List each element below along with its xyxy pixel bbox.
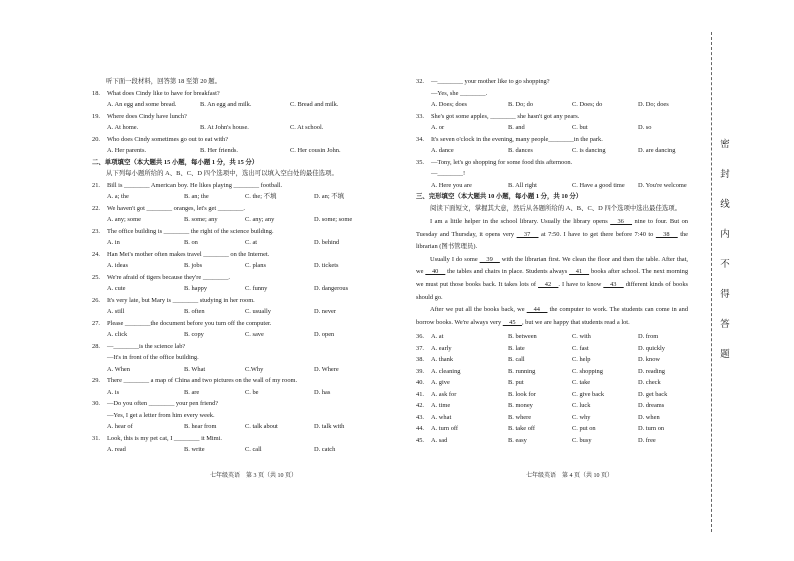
question-row [92,226,398,238]
answer-option: C. shopping [572,367,603,375]
options-row [416,366,688,378]
answer-option: D. Where [314,365,339,373]
answer-option: B. copy [184,331,204,338]
question-stem: —________ your mother like to go shopping? [431,78,550,85]
passage-text: the librarian (图书管理员). [416,230,689,251]
answer-option: D. some; some [314,216,353,223]
answer-option: A. ideas [107,262,128,269]
answer-option: C. take [572,379,591,387]
blank-number: 42 [538,280,559,288]
seal-character: 密 [720,139,730,150]
question-row [416,157,688,169]
options-row [92,421,398,433]
question-number: 30. [92,400,100,407]
answer-option: B. An egg and milk. [200,101,252,108]
answer-option: D. are dancing [638,147,676,154]
blank-number: 41 [569,268,590,276]
question-number: 29. [92,377,100,384]
answer-option: D. from [638,333,659,341]
answer-option: C. the; 不填 [245,193,277,200]
answer-option: A. time [431,402,451,410]
answer-option: C. Have a good time [572,181,625,189]
question-reply: —Yes, I get a letter from him every week. [107,411,215,419]
question-number: 35. [416,158,424,166]
question-stem: —Tony, let's go shopping for some food this afternoon. [431,158,573,166]
answer-option: A. any; some [107,216,141,223]
options-row [92,283,398,295]
options-row [416,377,688,389]
question-row [92,88,398,100]
seal-character: 线 [720,199,730,210]
passage-text: Usually I do some [430,255,480,263]
answer-option: B. often [184,308,205,315]
answer-option: A. dance [431,147,454,154]
blank-number: 38 [655,230,678,238]
question-row [416,111,688,123]
options-row [416,354,688,366]
question-number: 42. [416,402,424,410]
seal-character: 内 [720,229,730,240]
question-row [92,375,398,387]
question-row [92,398,398,410]
answer-option: B. dances [508,147,533,154]
answer-option: D. tickets [314,262,339,269]
seal-character: 封 [720,169,730,180]
options-row [92,364,398,376]
answer-option: A. or [431,124,445,131]
answer-option: A. sad [431,436,448,444]
options-row [416,122,688,134]
question-row [92,249,398,261]
seal-character: 得 [720,289,730,300]
passage-text: the tables and chairs in place. Students always [445,268,570,276]
question-row [92,272,398,284]
options-row [92,122,398,134]
question-number: 31. [92,434,100,442]
question-number: 32. [416,78,424,85]
answer-option: D. has [314,388,331,396]
answer-option: A. in [107,239,120,246]
question-row [92,134,398,146]
answer-option: D. Do; does [638,101,669,108]
question-number: 20. [92,135,100,143]
options-row [416,99,688,111]
answer-option: B. some; any [184,216,218,223]
blank-number: 39 [479,255,500,263]
answer-option: C. with [572,333,591,341]
answer-option: B. late [508,344,525,352]
answer-option: B. Do; do [508,101,534,108]
blank-number: 40 [425,268,446,276]
options-row [416,180,688,192]
question-stem: Please ________the document before you turn off the computer. [107,319,272,327]
question-number: 43. [416,413,424,421]
seal-line-notice [718,130,732,370]
passage-text: . I have to know [558,280,604,288]
answer-option: A. click [107,331,128,338]
answer-option: C. usually [245,308,271,315]
question-stem: Where does Cindy have lunch? [107,112,187,120]
options-row [416,145,688,157]
blank-number: 45 [502,318,522,326]
section-3-title: 三、完形填空（本大题共 10 小题，每小题 1 分，共 10 分） [416,193,583,200]
question-number: 21. [92,181,100,189]
answer-option: A. is [107,388,120,396]
answer-option: B. What [184,365,206,373]
left-page-column [92,76,398,456]
options-row [92,306,398,318]
section-3-instruction: 阅读下面短文，掌握其大意，然后从各题所给的 A、B、C、D 四个选项中选出最佳选项。 [430,204,682,212]
answer-option: A. at [431,333,444,341]
answer-option: D. get back [638,390,668,398]
answer-option: C. busy [572,436,592,444]
options-row [92,191,398,203]
answer-option: D. You're welcome [638,181,687,189]
question-stem: —________is the science lab? [107,342,186,350]
answer-option: B. on [184,239,198,246]
answer-option: A. turn off [431,425,459,433]
question-number: 19. [92,112,100,120]
passage-text: books after school. The next morning we must put those books back. It takes lots of [416,268,689,288]
question-stem: We haven't got ________ oranges, let's get ________. [107,204,245,212]
answer-option: D. dangerous [314,285,349,292]
answer-option: C. fast [572,344,589,352]
answer-option: C. be [245,388,259,396]
answer-option: C. why [572,413,591,421]
question-number: 26. [92,296,100,304]
question-row [92,111,398,123]
answer-option: B. Her friends. [200,147,238,154]
question-stem: Han Mei's mother often makes travel ________ on the Internet. [107,250,270,258]
question-number: 25. [92,273,100,281]
answer-option: D. open [314,331,335,338]
question-number: 24. [92,250,100,258]
answer-option: D. never [314,308,337,315]
question-reply-row [416,88,688,100]
question-row [92,203,398,215]
question-reply: —Yes, she ________. [431,89,488,97]
answer-option: A. An egg and some bread. [107,101,177,108]
answer-option: C. Her cousin John. [290,147,341,154]
answer-option: B. and [508,124,525,131]
question-stem: Who does Cindy sometimes go out to eat with? [107,135,229,143]
page-footer-left: 七年级英语 第 3 页（共 10 页） [210,473,298,479]
answer-option: C. any; any [245,216,275,223]
options-row [92,145,398,157]
question-stem: It's very late, but Mary is ________ studying in her room. [107,296,255,304]
question-stem: There ________ a map of China and two pictures on the wall of my room. [107,377,298,384]
answer-option: A. read [107,446,126,453]
passage-text: different kinds of books should go. [416,280,689,301]
answer-option: A. give [431,379,450,387]
passage-text: at 7:50. I have to get there before 7:40 to [538,230,656,238]
answer-option: B. an; the [184,193,209,200]
question-row [92,341,398,353]
answer-option: B. look for [508,390,536,398]
question-number: 23. [92,227,100,235]
answer-option: D. so [638,124,652,131]
answer-option: C. Does; do [572,101,603,108]
options-row [416,400,688,412]
blank-number: 37 [516,230,539,238]
answer-option: D. talk with [314,423,345,430]
question-row [92,433,398,445]
options-row [416,389,688,401]
blank-number: 44 [526,306,548,314]
cloze-passage-paragraph [416,304,688,329]
options-row [92,214,398,226]
answer-option: C. funny [245,285,268,292]
answer-option: C. At school. [290,124,324,131]
answer-option: B. money [508,402,533,410]
question-stem: Bill is ________ American boy. He likes playing ________ football. [107,181,283,189]
question-reply: —It's in front of the office building. [107,354,199,361]
options-row [416,331,688,343]
answer-option: A. hear of [107,423,133,430]
answer-option: A. Does; does [431,101,468,108]
question-row [92,295,398,307]
options-row [416,423,688,435]
answer-option: C. talk about [245,423,278,430]
answer-option: C. but [572,124,588,131]
options-row [416,412,688,424]
question-number: 34. [416,135,424,143]
answer-option: A. cute [107,285,126,292]
answer-option: B. running [508,367,536,375]
question-stem: What does Cindy like to have for breakfast? [107,89,220,97]
seal-character: 不 [720,259,730,270]
question-stem: We're afraid of tigers because they're ________. [107,273,230,281]
answer-option: C. give back [572,390,605,398]
question-number: 38. [416,356,424,364]
answer-option: A. Here you are [431,181,472,189]
answer-option: D. check [638,379,661,387]
question-number: 44. [416,425,424,433]
question-number: 40. [416,379,424,387]
question-number: 37. [416,344,424,352]
question-row [92,180,398,192]
listening-intro: 听下面一段材料，回答第 18 至第 20 题。 [106,78,222,85]
blank-number: 43 [603,280,624,288]
question-number: 36. [416,333,424,341]
page-footer-right: 七年级英语 第 4 页（共 10 页） [526,473,614,479]
answer-option: A. still [107,308,125,315]
answer-option: C. put on [572,425,596,433]
cloze-passage-paragraph [416,216,688,254]
answer-option: B. happy [184,285,208,292]
question-stem: Look, this is my pet cat, I ________ it Mimi. [107,434,223,442]
question-number: 33. [416,112,424,120]
answer-option: C. plans [245,262,266,269]
question-number: 45. [416,436,424,444]
answer-option: D. free [638,436,656,444]
question-number: 18. [92,89,100,97]
seal-character: 题 [720,349,730,360]
question-number: 39. [416,367,424,375]
answer-option: C. is dancing [572,147,606,154]
answer-option: D. catch [314,446,336,453]
answer-option: B. where [508,413,532,421]
answer-option: D. behind [314,239,340,246]
question-reply-row [92,352,398,364]
question-reply-row [416,168,688,180]
options-row [92,387,398,399]
answer-option: B. At John's house. [200,124,249,131]
question-reply: —________! [431,170,466,177]
question-row [92,318,398,330]
answer-option: B. jobs [184,262,203,269]
answer-option: D. an; 不填 [314,193,344,200]
question-row [416,134,688,146]
answer-option: B. between [508,333,537,341]
answer-option: B. call [508,356,525,364]
options-row [416,435,688,447]
passage-text: with the librarian first. We clean the floor and then the table. After that, we [416,255,689,276]
answer-option: D. know [638,356,661,364]
options-row [92,237,398,249]
answer-option: A. At home. [107,124,139,131]
passage-text: the computer to work. The students can come in and borrow books. We're always very [416,306,689,326]
options-row [416,343,688,355]
passage-text: nine to four. But on Tuesday and Thursday, it opens very [416,218,688,238]
question-stem: It's seven o'clock in the evening, many people________in the park. [431,135,603,143]
seal-dashed-line [711,32,712,532]
question-number: 22. [92,204,100,212]
section-2-title: 二、单项填空（本大题共 15 小题，每小题 1 分，共 15 分） [92,158,259,166]
seal-character: 答 [720,319,730,330]
answer-option: D. when [638,413,660,421]
question-reply-row [92,410,398,422]
answer-option: C. call [245,446,262,453]
right-page-column [416,76,688,446]
question-stem: She's got some apples, ________ she hasn't got any pears. [431,112,580,120]
answer-option: A. Her parents. [107,147,147,154]
answer-option: A. what [431,413,452,421]
options-row [92,329,398,341]
answer-option: B. easy [508,436,527,444]
question-number: 27. [92,319,100,327]
answer-option: D. turn on [638,425,665,433]
answer-option: C. help [572,356,591,364]
answer-option: D. reading [638,367,665,375]
answer-option: B. write [184,446,205,453]
answer-option: B. put [508,379,524,387]
answer-option: B. are [184,388,200,396]
answer-option: A. thank [431,356,454,364]
passage-text: I am a little helper in the school library. Usually the library opens [430,218,611,225]
question-stem: —Do you often ________ your pen friend? [107,400,219,407]
passage-text: After we put all the books back, we [430,306,527,314]
answer-option: D. quickly [638,344,665,352]
answer-option: C. luck [572,402,591,410]
answer-option: B. take off [508,425,536,433]
answer-option: A. cleaning [431,367,461,375]
answer-option: A. ask for [431,390,457,398]
question-stem: The office building is ________ the right of the science building. [107,227,274,235]
answer-option: C. Bread and milk. [290,101,339,108]
answer-option: B. All right [508,181,537,189]
options-row [92,260,398,272]
answer-option: B. hear from [184,423,217,430]
passage-text: , but we are happy that students read a lot. [521,318,630,326]
answer-option: D. dreams [638,402,665,410]
cloze-passage-paragraph [416,254,688,304]
answer-option: C.Why [245,365,264,373]
blank-number: 36 [610,218,633,225]
section-2-instruction: 从下列每小题所给的 A、B、C、D 四个选项中，选出可以填入空白处的最佳选项。 [106,170,338,177]
question-number: 41. [416,390,424,398]
options-row [92,99,398,111]
answer-option: C. save [245,331,264,338]
answer-option: A. early [431,344,452,352]
answer-option: C. at [245,239,258,246]
answer-option: A. a; the [107,193,129,200]
question-number: 28. [92,342,100,350]
answer-option: A. When [107,365,130,373]
question-row [416,76,688,88]
options-row [92,444,398,456]
